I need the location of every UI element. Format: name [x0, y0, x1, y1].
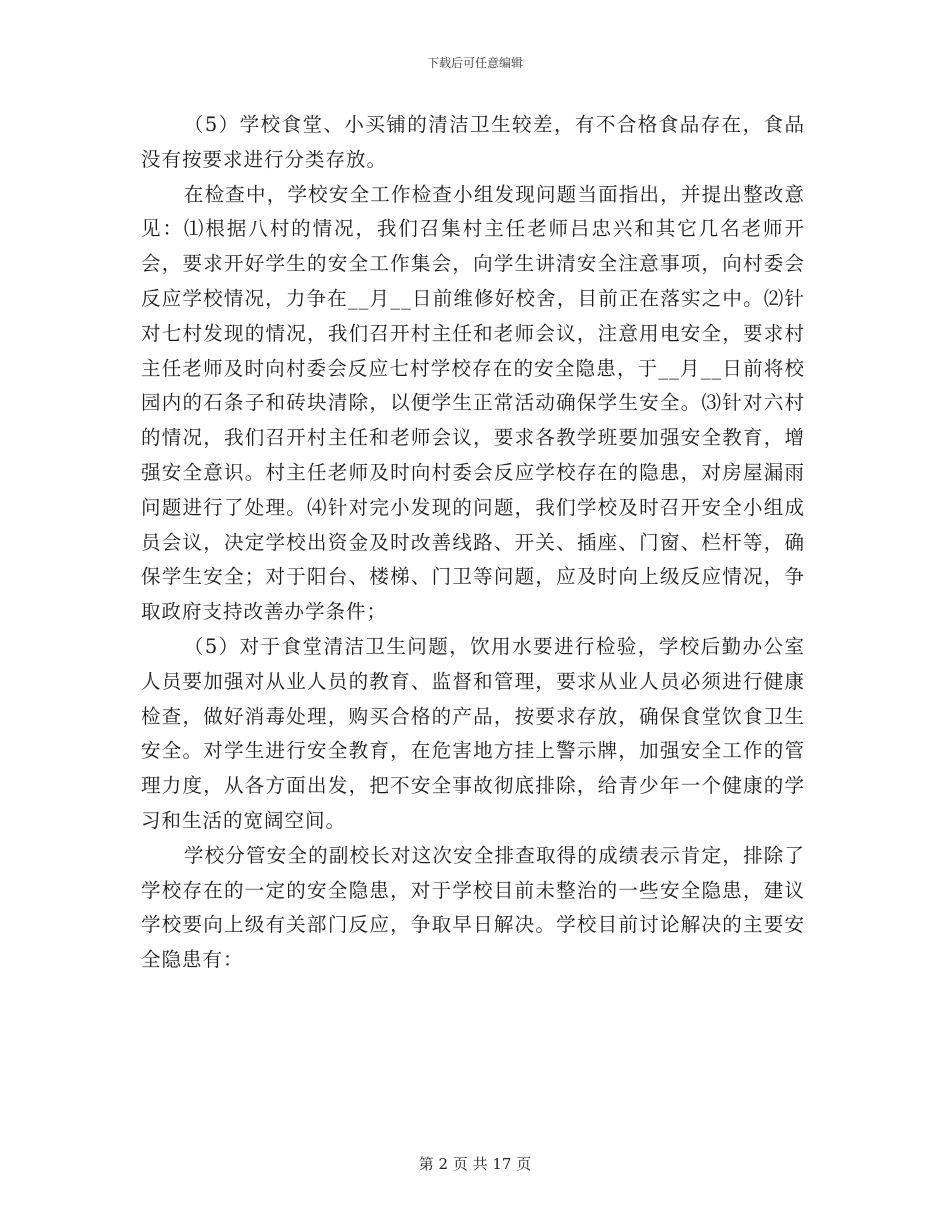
- paragraph-rectification-opinions: 在检查中，学校安全工作检查小组发现问题当面指出，并提出整改意见：⑴根据八村的情况，我们召集村主任老师吕忠兴和其它几名老师开会，要求开好学生的安全工作集会，向学生讲清安全注意事项，向村委会反应学校情况，力争在__月__日前维修好校舍，目前正在落实之中。⑵针对七村发现的情况，我们召开村主任和老师会议，注意用电安全，要求村主任老师及时向村委会反应七村学校存在的安全隐患，于__月__日前将校园内的石条子和砖块清除，以便学生正常活动确保学生安全。⑶针对六村的情况，我们召开村主任和老师会议，要求各教学班要加强安全教育，增强安全意识。村主任老师及时向村委会反应学校存在的隐患，对房屋漏雨问题进行了处理。⑷针对完小发现的问题，我们学校及时召开安全小组成员会议，决定学校出资金及时改善线路、开关、插座、门窗、栏杆等，确保学生安全；对于阳台、楼梯、门卫等问题，应及时向上级反应情况，争取政府支持改善办学条件；: [141, 182, 805, 624]
- paragraph-canteen-measures: （5）对于食堂清洁卫生问题，饮用水要进行检验，学校后勤办公室人员要加强对从业人员的教育、监督和管理，要求从业人员必须进行健康检查，做好消毒处理，购买合格的产品，按要求存放，确保食堂饮食卫生安全。对学生进行安全教育，在危害地方挂上警示牌，加强安全工作的管理力度，从各方面出发，把不安全事故彻底排除，给青少年一个健康的学习和生活的宽阔空间。: [141, 634, 805, 832]
- paragraph-vice-principal-remarks: 学校分管安全的副校长对这次安全排查取得的成绩表示肯定，排除了学校存在的一定的安全隐患，对于学校目前未整治的一些安全隐患，建议学校要向上级有关部门反应，争取早日解决。学校目前讨论解决的主要安全隐患有：: [141, 843, 805, 972]
- header-note: 下载后可任意编辑: [426, 56, 523, 70]
- page-number: 第 2 页 共 17 页: [418, 1155, 532, 1173]
- body-text: [141, 108, 805, 978]
- paragraph-canteen-issue: （5）学校食堂、小买铺的清洁卫生较差，有不合格食品存在，食品没有按要求进行分类存放。: [141, 113, 805, 171]
